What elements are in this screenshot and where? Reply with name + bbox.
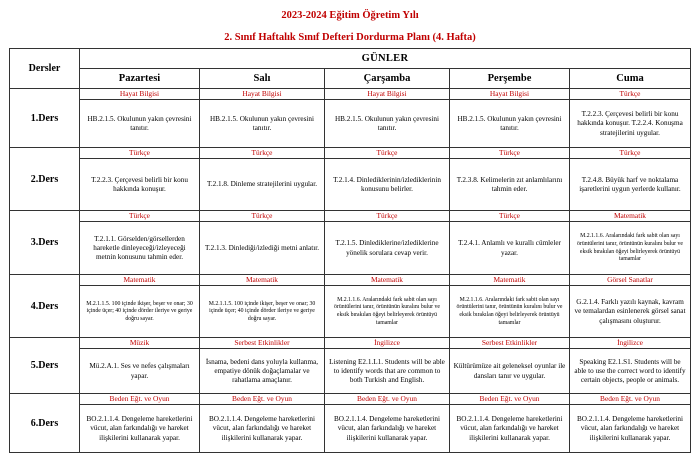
lesson-cell bbox=[325, 89, 450, 148]
lesson-cell bbox=[80, 394, 200, 453]
lesson-cell bbox=[450, 275, 570, 338]
objective-text: T.2.1.5. Dinlediklerine/izlediklerine yönelik sorulara cevap verir. bbox=[335, 239, 439, 257]
lesson-cell bbox=[325, 211, 450, 275]
lesson-cell bbox=[570, 148, 691, 211]
subject-label: Hayat Bilgisi bbox=[80, 89, 199, 100]
subject-label: Serbest Etkinlikler bbox=[200, 338, 324, 349]
lesson-cell bbox=[200, 338, 325, 394]
subject-label: Matematik bbox=[200, 275, 324, 286]
lesson-label: 3.Ders bbox=[10, 211, 80, 275]
subject-label: Beden Eğt. ve Oyun bbox=[325, 394, 449, 405]
lesson-cell bbox=[325, 148, 450, 211]
objective-text: T.2.1.8. Dinleme stratejilerini uygular. bbox=[206, 180, 318, 189]
lesson-cell bbox=[80, 148, 200, 211]
lesson-label: 4.Ders bbox=[10, 275, 80, 338]
subject-label: Matematik bbox=[570, 211, 690, 222]
subject-label: Serbest Etkinlikler bbox=[450, 338, 569, 349]
objective-text: G.2.1.4. Farklı yazılı kaynak, kavram ve temalardan esinlenerek görsel sanat çalışmasını oluşturur. bbox=[574, 298, 686, 325]
lesson-cell bbox=[570, 394, 691, 453]
lesson-cell bbox=[450, 394, 570, 453]
table-row bbox=[10, 338, 691, 394]
lesson-label: 2.Ders bbox=[10, 148, 80, 211]
lesson-cell bbox=[325, 338, 450, 394]
objective-text: BO.2.1.1.4. Dengeleme hareketlerini vücut, alan farkındalığı ve hareket ilişkilerini kullanarak yapar. bbox=[334, 415, 440, 442]
objective-text: İsnama, bedeni dans yoluyla kullanma, empatiye dönük doğaçlamalar ve rahatlama amaçlanır. bbox=[205, 357, 319, 385]
subject-label: Hayat Bilgisi bbox=[325, 89, 449, 100]
gunler-header: GÜNLER bbox=[80, 49, 691, 69]
objective-text: HB.2.1.5. Okulunun yakın çevresini tanıtır. bbox=[334, 114, 439, 132]
objective-text: HB.2.1.5. Okulunun yakın çevresini tanıtır. bbox=[457, 114, 562, 132]
subject-label: Türkçe bbox=[200, 148, 324, 159]
objective-text: M.2.1.1.6. Aralarındaki fark sabit olan sayı örüntülerini tanır, örüntünün kuralını bulur ve eksik bırakılan öğeyi belirleyerek örüntüyü tamamlar bbox=[333, 296, 441, 326]
day-header-cuma: Cuma bbox=[570, 69, 691, 89]
lesson-cell bbox=[200, 148, 325, 211]
day-header-sali: Salı bbox=[200, 69, 325, 89]
lesson-cell bbox=[200, 211, 325, 275]
objective-text: Mü.2.A.1. Ses ve nefes çalışmaları yapar. bbox=[89, 362, 190, 380]
table-row bbox=[10, 89, 691, 148]
objective-text: T.2.1.3. Dinlediği/izlediği metni anlatır. bbox=[204, 243, 320, 252]
objective-text: T.2.2.3. Çerçevesi belirli bir konu hakkında konuşur. T.2.2.4. Konuşma stratejilerini uygular. bbox=[577, 110, 683, 137]
objective-text: BO.2.1.1.4. Dengeleme hareketlerini vücut, alan farkındalığı ve hareket ilişkilerini kullanarak yapar. bbox=[456, 415, 563, 442]
subject-label: Türkçe bbox=[80, 211, 199, 222]
subject-label: Beden Eğt. ve Oyun bbox=[200, 394, 324, 405]
objective-text: Speaking E2.1.S1. Students will be able to use the correct word to identify certain objects, people or animals. bbox=[574, 357, 686, 385]
schedule-table bbox=[9, 48, 691, 453]
subject-label: Beden Eğt. ve Oyun bbox=[570, 394, 690, 405]
objective-text: HB.2.1.5. Okulunun yakın çevresini tanıtır. bbox=[87, 114, 192, 132]
lesson-cell bbox=[80, 338, 200, 394]
table-row bbox=[10, 148, 691, 211]
subject-label: Türkçe bbox=[325, 148, 449, 159]
subject-label: Matematik bbox=[325, 275, 449, 286]
subject-label: İngilizce bbox=[570, 338, 690, 349]
lesson-cell bbox=[80, 275, 200, 338]
plan-year-title: 2023-2024 Eğitim Öğretim Yılı bbox=[281, 10, 419, 21]
day-header-persembe: Perşembe bbox=[450, 69, 570, 89]
subject-label: Matematik bbox=[450, 275, 569, 286]
day-header-pazartesi: Pazartesi bbox=[80, 69, 200, 89]
lesson-label: 6.Ders bbox=[10, 394, 80, 453]
objective-text: BO.2.1.1.4. Dengeleme hareketlerini vücut, alan farkındalığı ve hareket ilişkilerini kullanarak yapar. bbox=[577, 415, 683, 442]
lesson-cell bbox=[570, 338, 691, 394]
objective-text: HB.2.1.5. Okulunun yakın çevresini tanıtır. bbox=[209, 114, 314, 132]
lesson-cell bbox=[200, 89, 325, 148]
subject-label: Hayat Bilgisi bbox=[200, 89, 324, 100]
subject-label: Türkçe bbox=[325, 211, 449, 222]
day-header-carsamba: Çarşamba bbox=[325, 69, 450, 89]
objective-text: T.2.4.1. Anlamlı ve kurallı cümleler yazar. bbox=[458, 239, 561, 257]
lesson-cell bbox=[450, 148, 570, 211]
objective-text: BO.2.1.1.4. Dengeleme hareketlerini vücut, alan farkındalığı ve hareket ilişkilerini kullanarak yapar. bbox=[86, 415, 193, 442]
objective-text: Listening E2.1.L1. Students will be able to identify words that are common to both Turkish and English. bbox=[329, 357, 445, 385]
lesson-cell bbox=[450, 89, 570, 148]
table-row bbox=[10, 394, 691, 453]
lesson-cell bbox=[200, 275, 325, 338]
subject-label: Müzik bbox=[80, 338, 199, 349]
objective-text: BO.2.1.1.4. Dengeleme hareketlerini vücut, alan farkındalığı ve hareket ilişkilerini kullanarak yapar. bbox=[209, 415, 315, 442]
subject-label: Türkçe bbox=[80, 148, 199, 159]
lesson-cell bbox=[570, 211, 691, 275]
lesson-cell bbox=[80, 211, 200, 275]
objective-text: T.2.1.4. Dinlediklerinin/izlediklerinin konusunu belirler. bbox=[333, 175, 441, 193]
table-row bbox=[10, 275, 691, 338]
lesson-cell bbox=[570, 89, 691, 148]
table-row bbox=[10, 211, 691, 275]
objective-text: M.2.1.1.5. 100 içinde ikişer, beşer ve onar; 30 içinde üçer; 40 içinde dörder ileriye ve geriye doğru sayar. bbox=[86, 300, 193, 322]
plan-title: 2. Sınıf Haftalık Sınıf Defteri Dordurma Planı (4. Hafta) bbox=[224, 32, 476, 43]
lesson-cell bbox=[450, 211, 570, 275]
objective-text: T.2.4.8. Büyük harf ve noktalama işaretlerini uygun yerlerde kullanır. bbox=[579, 175, 681, 193]
lesson-cell bbox=[450, 338, 570, 394]
lesson-cell bbox=[570, 275, 691, 338]
objective-text: M.2.1.1.6. Aralarındaki fark sabit olan sayı örüntülerini tanır, örüntünün kuralını bulur ve eksik bırakılan öğeyi belirleyerek örüntüyü tamamlar bbox=[576, 233, 684, 263]
subject-label: İngilizce bbox=[325, 338, 449, 349]
lesson-cell bbox=[200, 394, 325, 453]
subject-label: Türkçe bbox=[450, 148, 569, 159]
subject-label: Görsel Sanatlar bbox=[570, 275, 690, 286]
lesson-cell bbox=[325, 394, 450, 453]
objective-text: T.2.2.3. Çerçevesi belirli bir konu hakkında konuşur. bbox=[91, 175, 188, 193]
lesson-label: 5.Ders bbox=[10, 338, 80, 394]
objective-text: Kültürümüze ait geleneksel oyunlar ile dansları tanır ve uygular. bbox=[453, 362, 566, 380]
objective-text: M.2.1.1.6. Aralarındaki fark sabit olan sayı örüntülerini tanır, örüntünün kuralını bulur ve eksik bırakılan öğeyi belirleyerek örüntüyü tamamlar bbox=[456, 296, 563, 326]
dersler-header: Dersler bbox=[10, 49, 80, 89]
lesson-cell bbox=[325, 275, 450, 338]
subject-label: Türkçe bbox=[450, 211, 569, 222]
subject-label: Türkçe bbox=[570, 89, 690, 100]
objective-text: T.2.1.1. Görselden/görsellerden hareketle dinleyeceği/izleyeceği metnin konusunu tahmin eder. bbox=[93, 234, 186, 262]
subject-label: Türkçe bbox=[570, 148, 690, 159]
subject-label: Beden Eğt. ve Oyun bbox=[80, 394, 199, 405]
subject-label: Beden Eğt. ve Oyun bbox=[450, 394, 569, 405]
lesson-cell bbox=[80, 89, 200, 148]
subject-label: Hayat Bilgisi bbox=[450, 89, 569, 100]
subject-label: Matematik bbox=[80, 275, 199, 286]
lesson-label: 1.Ders bbox=[10, 89, 80, 148]
objective-text: T.2.3.8. Kelimelerin zıt anlamlılarını tahmin eder. bbox=[456, 175, 563, 193]
objective-text: M.2.1.1.5. 100 içinde ikişer, beşer ve onar; 30 içinde üçer; 40 içinde dörder ileriye ve geriye doğru sayar. bbox=[208, 300, 316, 322]
subject-label: Türkçe bbox=[200, 211, 324, 222]
